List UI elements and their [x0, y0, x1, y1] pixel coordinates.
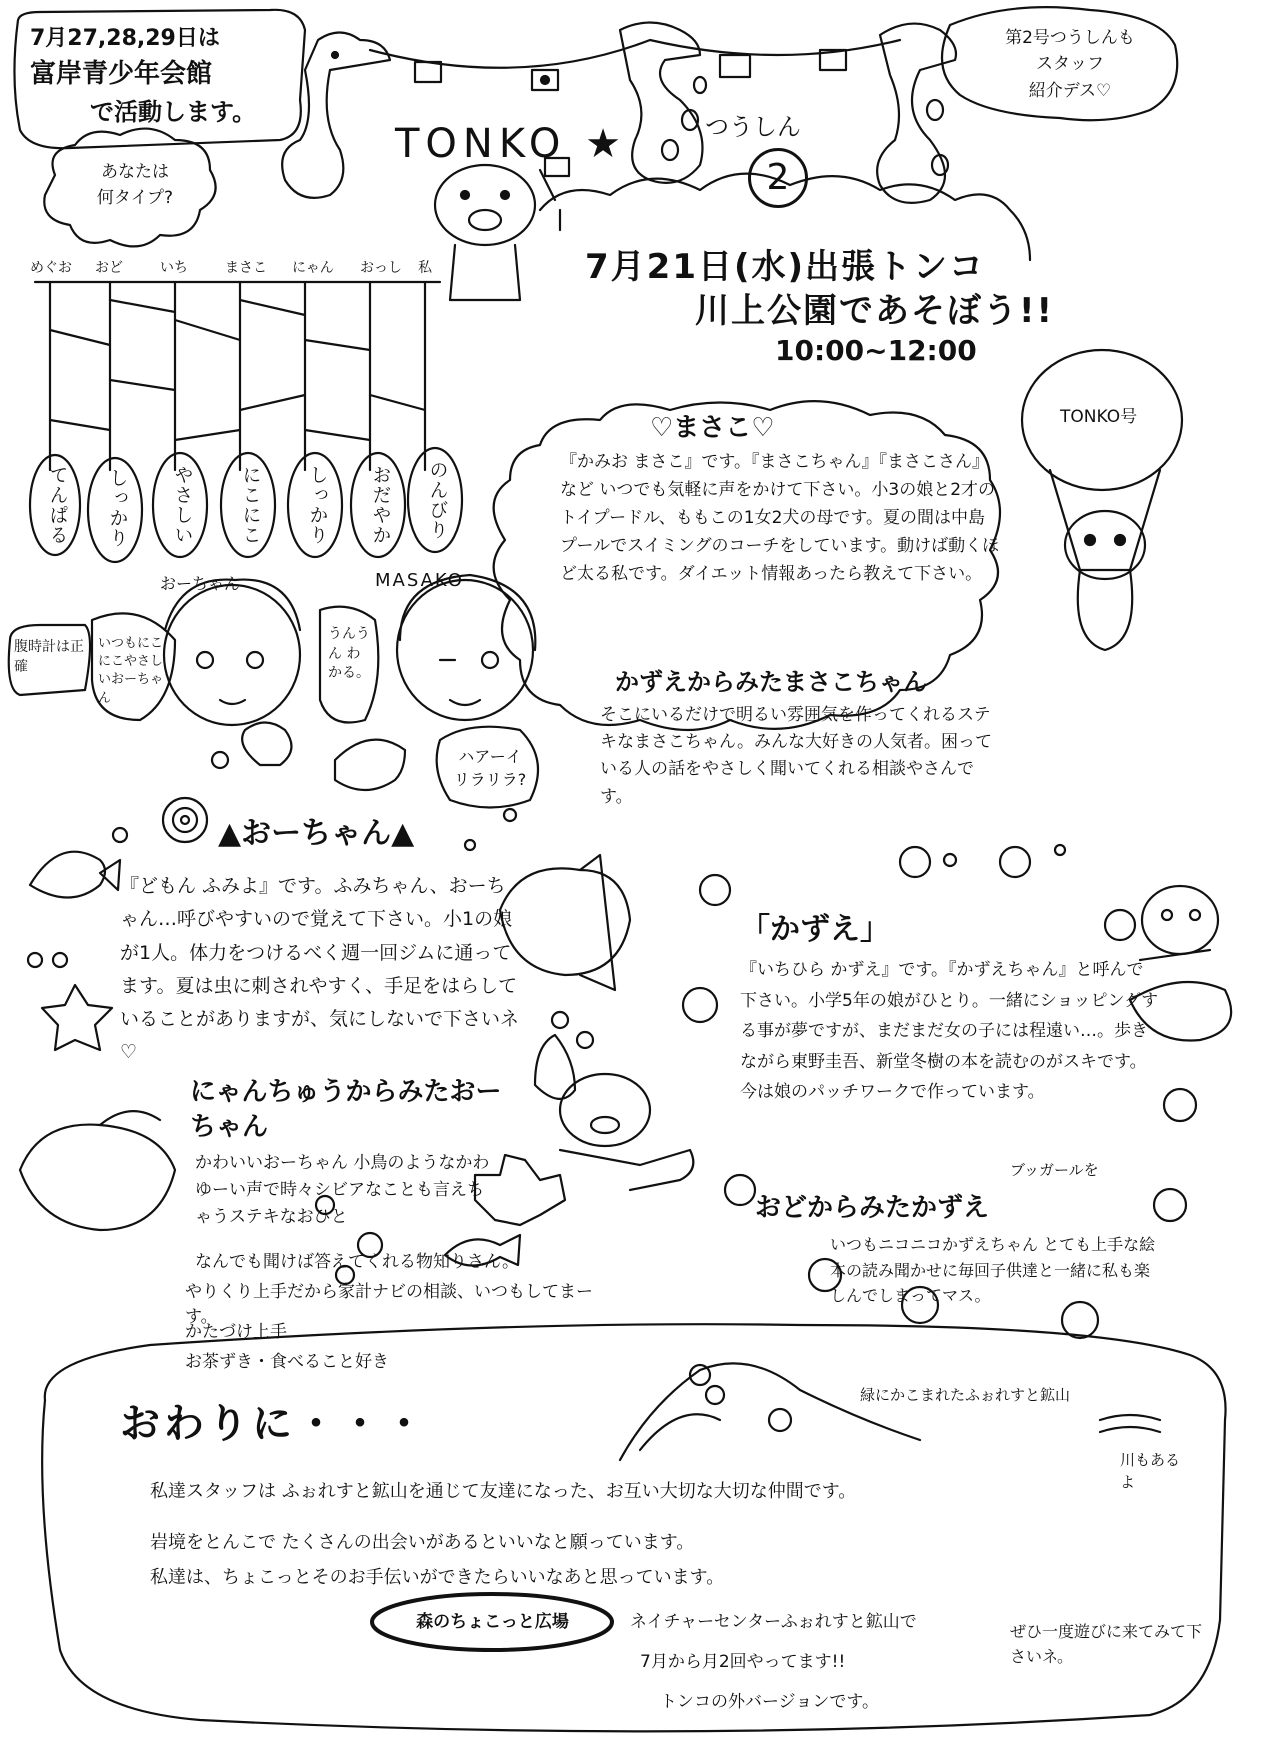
ending-info-3: トンコの外バージョンです。	[660, 1692, 879, 1712]
kazue-intro: 『いちひら かずえ』です。『かずえちゃん』と呼んで下さい。小学5年の娘がひとり。一緒にショッピングする事が夢ですが、まだまだ女の子には程遠い…。歩きながら東野圭吾、新堂冬樹の本を読むのがスキです。今は娘のパッチワークで作っています。	[740, 960, 1159, 1103]
event-line-2: 川上公園であそぼう!!	[695, 291, 1055, 332]
ochan-sub-heading: にゃんちゅうからみたおーちゃん	[190, 1077, 502, 1143]
newsletter-subtitle: つうしん	[705, 113, 801, 141]
kazue-heading: 「かずえ」	[740, 912, 890, 947]
ochan-extra-3: かたづけ上手	[185, 1322, 287, 1342]
ending-invite: ぜひ一度遊びに来てみて下さいネ。	[1010, 1622, 1203, 1666]
speech-bubble-smile: いつもにこにこやさしいおーちゃん	[98, 636, 164, 706]
masako-comment: そこにいるだけで明るい雰囲気を作ってくれるステキなまさこちゃん。みんな大好きの人気者。困っている人の話をやさしく聞いてくれる相談やさんです。	[600, 705, 993, 807]
triangle-icon: ▲	[391, 816, 415, 851]
quiz-question-line-2: 何タイプ?	[96, 187, 174, 208]
quiz-answer: しっかり	[306, 465, 329, 545]
issue-number-badge	[748, 148, 808, 208]
ending-body-1: 私達スタッフは ふぉれすと鉱山を通じて友達になった、お互い大切な大切な仲間です。	[150, 1481, 857, 1502]
event-announcement	[585, 245, 1145, 370]
quiz-name: まさこ	[225, 260, 267, 276]
ending-heading: おわりに・・・	[120, 1401, 428, 1447]
kazue-comment: いつもニコニコかずえちゃん とても上手な絵本の読み聞かせに毎回子供達と一緒に私も楽しんでしまってマス。	[830, 1235, 1156, 1306]
quiz-name: おど	[95, 260, 123, 276]
title-text: TONKO	[395, 121, 567, 167]
ochan-extra-4: お茶ずき・食べること好き	[185, 1352, 389, 1372]
ending-body-2: 岩境をとんこで たくさんの出会いがあるといいなと願っています。	[150, 1532, 695, 1553]
speech-bubble-agree: うんうん わかる。	[328, 626, 370, 682]
event-dates-line-1: 7月27,28,29日は	[30, 26, 220, 51]
event-line-1: 7月21日(水)出張トンコ	[585, 247, 986, 287]
quiz-name: にゃん	[292, 260, 334, 276]
kazue-sub-heading: おどからみたかずえ	[755, 1193, 990, 1223]
quiz-name: いち	[160, 260, 188, 276]
issue-number: 2	[766, 157, 790, 198]
ending-info-1: ネイチャーセンターふぉれすと鉱山で	[630, 1612, 917, 1632]
masako-heading: ♡まさこ♡	[650, 413, 775, 443]
kazue-note-aside: ブッガールを	[1010, 1161, 1099, 1179]
quiz-question	[70, 160, 200, 211]
triangle-icon: ▲	[218, 816, 242, 851]
staff-note-line-1: 第2号つうしんも	[1005, 28, 1135, 48]
ochan-intro: 『どもん ふみよ』です。ふみちゃん、おーちゃん…呼びやすいので覚えて下さい。小1の娘が1人。体力をつけるべく週一回ジムに通ってます。夏は虫に刺されやすく、手足をはらしていることがありますが、気にしないで下さいネ♡	[120, 875, 520, 1064]
ochan-extra-2: やりくり上手だから家計ナビの相談、いつもしてまーす。	[185, 1282, 593, 1327]
balloon-label: TONKO号	[1060, 407, 1138, 427]
river-note: 川もあるよ	[1120, 1451, 1181, 1491]
ochan-face-label: おーちゃん	[160, 574, 241, 593]
quiz-answer: にこにこ	[239, 465, 262, 545]
quiz-answer: やさしい	[171, 465, 194, 545]
quiz-name: おっし	[360, 260, 402, 276]
masako-face-label: MASAKO	[375, 570, 464, 591]
staff-note-line-3: 紹介デス♡	[1028, 80, 1112, 101]
event-dates-note	[30, 22, 300, 130]
event-dates-line-3: で活動します。	[90, 98, 257, 126]
event-dates-line-2: 富岸青少年会館	[30, 59, 213, 89]
ending-body-3: 私達は、ちょこっとそのお手伝いができたらいいなあと思っています。	[150, 1567, 725, 1588]
ochan-heading	[218, 812, 414, 856]
speech-bubble-hungry: 腹時計は正確	[14, 639, 84, 675]
ochan-heading-text: おーちゃん	[241, 816, 392, 851]
ochan-comment: かわいいおーちゃん 小鳥のようなかわゆーい声で時々シビアなことも言えちゃうステキなおひと	[195, 1153, 490, 1228]
quiz-answer: てんぱる	[46, 465, 69, 545]
quiz-answer: おだやか	[369, 465, 392, 545]
quiz-name: 私	[418, 260, 432, 276]
ending-info-2: 7月から月2回やってます!!	[640, 1652, 846, 1672]
event-line-3: 10:00~12:00	[775, 334, 977, 368]
speech-bubble-hawaii: ハアーイ リラリラ?	[453, 747, 527, 790]
staff-intro-note	[975, 25, 1165, 104]
quiz-question-line-1: あなたは	[101, 162, 169, 182]
quiz-answer: しっかり	[106, 468, 129, 548]
quiz-name: めぐお	[30, 260, 72, 276]
ochan-extra-1: なんでも聞けば答えてくれる物知りさん。	[195, 1252, 520, 1272]
staff-note-line-2: スタッフ	[1036, 54, 1104, 75]
masako-sub-heading: かずえからみたまさこちゃん	[615, 668, 927, 696]
star-icon: ★	[585, 121, 627, 167]
mountain-note: 緑にかこまれたふぉれすと鉱山	[860, 1386, 1071, 1404]
place-label: 森のちょこっと広場	[416, 1612, 569, 1632]
quiz-answer: のんびり	[426, 460, 449, 540]
newsletter-title	[395, 115, 627, 173]
masako-intro: 『かみお まさこ』です。『まさこちゃん』『まさこさん』など いつでも気軽に声をかけて下さい。小3の娘と2才のトイプードル、ももこの1女2犬の母です。夏の間は中島プールでスイミングのコーチをしています。動けば動くほど太る私です。ダイエット情報あったら教えて下さい。	[560, 452, 1000, 585]
